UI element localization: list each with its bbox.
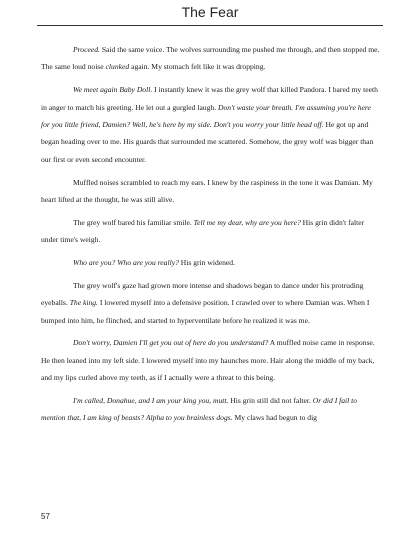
paragraph — [41, 81, 381, 168]
paragraph — [41, 214, 381, 249]
italic-run: The king. — [69, 298, 98, 308]
paragraph — [41, 277, 381, 329]
italic-run: Tell me my dear, why are you here? — [193, 217, 301, 227]
italic-run: Who are you? Who are you really? — [73, 258, 179, 268]
paragraph — [41, 174, 381, 209]
italic-run: I'm called, Donahue, and I am your king you, mutt. — [73, 396, 229, 406]
text-run: A muffled noise came in response. He then leaned into my left side. I lowered myself into my haunches more. Hair along the middle of my back, and my lips curled above my teeth, as if I actually were a threat to this being. — [41, 338, 375, 383]
italic-run: Proceed. — [73, 45, 100, 54]
italic-run: Or did I fail to mention that, I am king of beasts? Alpha to you brainless dogs. — [41, 396, 358, 423]
paragraph — [41, 41, 381, 76]
italic-run: Don't waste your breath. I'm assuming you're here for you little friend, Damien? Well, he's here by my side. Don't you worry your little head off. — [41, 102, 371, 130]
paragraph — [41, 334, 381, 386]
text-run: I instantly knew it was the grey wolf that killed Pandora. I bared my teeth in anger to match his greeting. He let out a gurgled laugh. — [41, 85, 378, 112]
text-run: The grey wolf's gaze had grown more intense and shadows began to dance under his protruding eyeballs. — [41, 280, 364, 308]
text-run: I lowered myself into a defensive position. I crawled over to where Damian was. When I bumped into him, he flinched, and started to hyperventilate before he realized it was me. — [41, 298, 370, 325]
running-header: The Fear — [181, 4, 239, 20]
text-run: His grin still did not falter. — [228, 396, 313, 406]
text-run: He got up and began heading over to me. His guards that surrounded me scattered. Somehow, the grey wolf was bigger than our first or even second encounter. — [41, 120, 374, 164]
body-text — [41, 41, 381, 432]
header-rule — [37, 25, 383, 26]
text-run: His grin widened. — [178, 258, 235, 268]
paragraph — [41, 254, 381, 271]
italic-run: Don't worry, Damien I'll get you out of here do you understand? — [73, 338, 269, 348]
text-run: Muffled noises scrambled to reach my ears. I knew by the raspiness in the tone it was Damian. My heart lifted at the thought, he was still alive. — [41, 177, 373, 205]
italic-run: We meet again Baby Doll. — [73, 85, 153, 95]
text-run: His grin didn't falter under time's weigh. — [41, 217, 365, 245]
text-run: My claws had begun to dig — [232, 413, 317, 423]
text-run: again. My stomach felt like it was dropping. — [129, 62, 266, 72]
text-run: Said the same voice. The wolves surrounding me pushed me through, and then stopped me. The same loud noise — [41, 45, 380, 72]
text-run: The grey wolf bared his familiar smile. — [73, 217, 194, 227]
paragraph — [41, 392, 381, 427]
page-number: 57 — [41, 512, 50, 521]
italic-run: clunked — [105, 62, 130, 72]
